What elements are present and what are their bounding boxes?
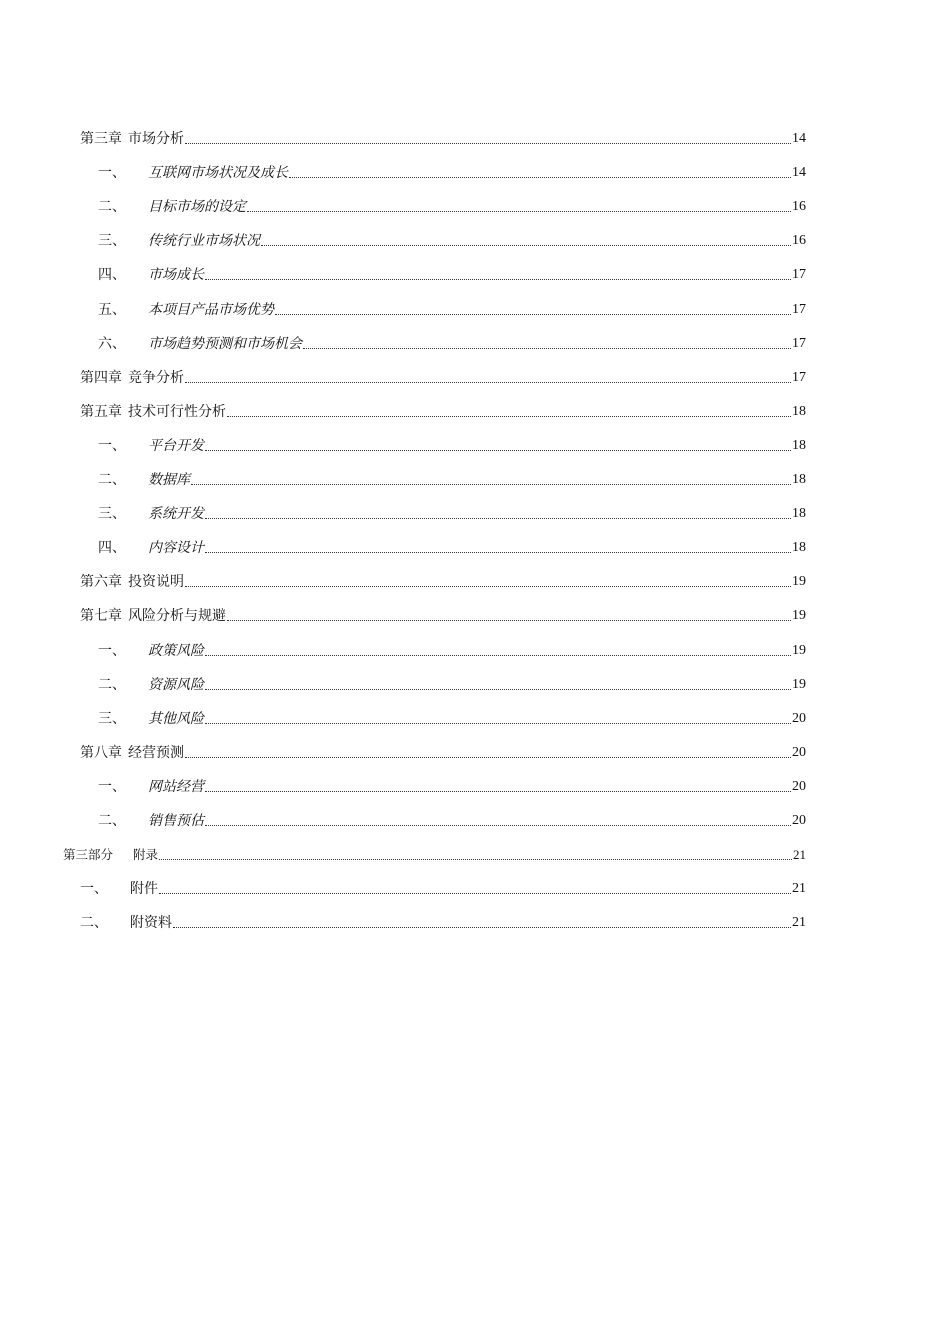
toc-entry-number: 第八章 bbox=[80, 744, 122, 761]
toc-entry[interactable] bbox=[98, 160, 806, 182]
toc-entry[interactable] bbox=[98, 535, 806, 557]
dot-leader bbox=[205, 655, 791, 656]
toc-entry[interactable] bbox=[98, 262, 806, 284]
dot-leader bbox=[303, 348, 791, 349]
toc-entry-page-number: 19 bbox=[792, 574, 806, 590]
toc-entry-number: 第四章 bbox=[80, 369, 122, 386]
toc-entry[interactable] bbox=[98, 672, 806, 694]
toc-entry-title: 目标市场的设定 bbox=[148, 199, 246, 216]
toc-entry-title: 平台开发 bbox=[148, 437, 204, 454]
toc-entry-page-number: 20 bbox=[792, 710, 806, 726]
toc-entry-page-number: 21 bbox=[793, 847, 806, 863]
toc-entry-title: 其他风险 bbox=[148, 710, 204, 727]
toc-entry[interactable] bbox=[98, 808, 806, 830]
toc-entry-page-number: 19 bbox=[792, 608, 806, 624]
toc-entry-number: 第五章 bbox=[80, 403, 122, 420]
dot-leader bbox=[185, 586, 791, 587]
toc-entry-page-number: 14 bbox=[792, 131, 806, 146]
toc-entry[interactable] bbox=[80, 365, 806, 387]
toc-entry[interactable] bbox=[98, 467, 806, 489]
toc-entry-title: 内容设计 bbox=[148, 540, 204, 557]
toc-entry-page-number: 18 bbox=[792, 403, 806, 419]
toc-entry-number: 二、 bbox=[98, 676, 126, 693]
dot-leader bbox=[159, 893, 791, 894]
toc-entry-number: 三、 bbox=[98, 506, 126, 523]
toc-entry-page-number: 18 bbox=[792, 472, 806, 487]
toc-entry-number: 一、 bbox=[98, 165, 126, 182]
toc-entry[interactable] bbox=[80, 876, 806, 898]
toc-entry-number: 三、 bbox=[98, 710, 126, 727]
dot-leader bbox=[185, 757, 791, 758]
toc-entry[interactable] bbox=[80, 740, 806, 762]
toc-entry-page-number: 20 bbox=[792, 744, 806, 760]
toc-entry-title: 互联网市场状况及成长 bbox=[148, 165, 288, 182]
toc-entry-page-number: 16 bbox=[792, 233, 806, 249]
dot-leader bbox=[185, 143, 791, 144]
toc-entry-number: 三、 bbox=[98, 233, 126, 250]
toc-entry[interactable] bbox=[98, 638, 806, 660]
toc-entry[interactable] bbox=[98, 433, 806, 455]
toc-entry-number: 一、 bbox=[98, 437, 126, 454]
toc-entry-title: 市场成长 bbox=[148, 267, 204, 284]
toc-entry[interactable] bbox=[80, 126, 806, 148]
toc-entry-number: 二、 bbox=[98, 472, 126, 488]
toc-entry-title: 资源风险 bbox=[148, 676, 204, 693]
dot-leader bbox=[205, 791, 791, 792]
toc-entry-number: 六、 bbox=[98, 335, 126, 352]
toc-entry-title: 技术可行性分析 bbox=[128, 403, 226, 420]
toc-entry-page-number: 19 bbox=[792, 676, 806, 692]
toc-entry[interactable] bbox=[80, 910, 806, 932]
toc-entry-page-number: 16 bbox=[792, 199, 806, 215]
toc-entry[interactable] bbox=[98, 706, 806, 728]
toc-entry-page-number: 18 bbox=[792, 540, 806, 556]
toc-entry-number: 一、 bbox=[98, 642, 126, 659]
toc-entry-title: 市场趋势预测和市场机会 bbox=[148, 335, 302, 352]
toc-entry-page-number: 20 bbox=[792, 813, 806, 828]
toc-entry[interactable] bbox=[98, 331, 806, 353]
toc-entry[interactable] bbox=[98, 297, 806, 319]
toc-entry-number: 二、 bbox=[98, 813, 126, 829]
dot-leader bbox=[205, 825, 791, 826]
toc-entry-page-number: 17 bbox=[792, 301, 806, 317]
toc-entry-page-number: 20 bbox=[792, 778, 806, 794]
dot-leader bbox=[191, 484, 791, 485]
dot-leader bbox=[205, 723, 791, 724]
toc-entry-page-number: 18 bbox=[792, 506, 806, 522]
toc-entry-page-number: 21 bbox=[792, 881, 806, 897]
toc-entry-page-number: 17 bbox=[792, 369, 806, 385]
toc-entry-page-number: 18 bbox=[792, 437, 806, 453]
toc-entry-page-number: 14 bbox=[792, 165, 806, 181]
dot-leader bbox=[185, 382, 791, 383]
toc-entry-number: 四、 bbox=[98, 540, 126, 557]
toc-entry-number: 二、 bbox=[80, 915, 108, 932]
dot-leader bbox=[247, 211, 791, 212]
toc-entry-title: 风险分析与规避 bbox=[128, 608, 226, 625]
dot-leader bbox=[205, 450, 791, 451]
toc-entry-title: 附件 bbox=[130, 881, 158, 898]
toc-entry[interactable] bbox=[80, 399, 806, 421]
toc-entry-number: 一、 bbox=[80, 881, 108, 898]
toc-entry-title: 附资料 bbox=[130, 915, 172, 932]
toc-entry-number: 一、 bbox=[98, 778, 126, 795]
dot-leader bbox=[205, 552, 791, 553]
toc-entry[interactable] bbox=[98, 501, 806, 523]
toc-entry[interactable] bbox=[63, 842, 806, 864]
toc-entry[interactable] bbox=[98, 228, 806, 250]
toc-entry[interactable] bbox=[98, 194, 806, 216]
toc-entry-page-number: 19 bbox=[792, 642, 806, 658]
dot-leader bbox=[275, 314, 791, 315]
toc-entry-title: 附录 bbox=[133, 847, 159, 863]
dot-leader bbox=[205, 518, 791, 519]
toc-entry-page-number: 17 bbox=[792, 335, 806, 351]
toc-entry-title: 销售预估 bbox=[148, 813, 204, 829]
dot-leader bbox=[205, 279, 791, 280]
toc-entry-number: 第三部分 bbox=[63, 847, 114, 863]
toc-entry-title: 投资说明 bbox=[128, 574, 184, 591]
toc-entry-title: 政策风险 bbox=[148, 642, 204, 659]
toc-entry-title: 系统开发 bbox=[148, 506, 204, 523]
dot-leader bbox=[227, 416, 791, 417]
dot-leader bbox=[173, 927, 791, 928]
toc-entry-title: 竞争分析 bbox=[128, 369, 184, 386]
toc-entry[interactable] bbox=[80, 569, 806, 591]
toc-entry-number: 第六章 bbox=[80, 574, 122, 591]
dot-leader bbox=[205, 689, 791, 690]
toc-entry-title: 本项目产品市场优势 bbox=[148, 301, 274, 318]
toc-entry-title: 数据库 bbox=[148, 472, 190, 488]
dot-leader bbox=[227, 620, 791, 621]
toc-entry-title: 传统行业市场状况 bbox=[148, 233, 260, 250]
toc-entry-title: 市场分析 bbox=[128, 131, 184, 147]
dot-leader bbox=[261, 245, 791, 246]
toc-entry-number: 二、 bbox=[98, 199, 126, 216]
toc-entry-page-number: 21 bbox=[792, 915, 806, 931]
toc-entry-number: 第三章 bbox=[80, 131, 122, 147]
dot-leader bbox=[159, 859, 792, 860]
dot-leader bbox=[289, 177, 791, 178]
toc-entry-number: 五、 bbox=[98, 301, 126, 318]
toc-entry[interactable] bbox=[80, 603, 806, 625]
toc-entry-page-number: 17 bbox=[792, 267, 806, 283]
toc-entry-title: 经营预测 bbox=[128, 744, 184, 761]
toc-entry-number: 四、 bbox=[98, 267, 126, 284]
toc-entry-number: 第七章 bbox=[80, 608, 122, 625]
toc-entry[interactable] bbox=[98, 774, 806, 796]
toc-entry-title: 网站经营 bbox=[148, 778, 204, 795]
